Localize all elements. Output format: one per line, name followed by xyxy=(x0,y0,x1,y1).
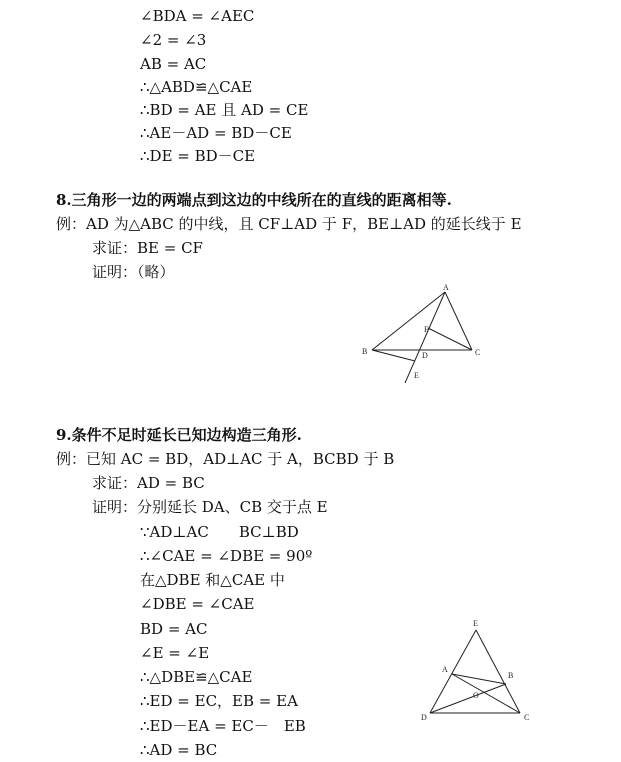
example-text: 例：已知 AC = BD，AD⊥AC 于 A，BCBD 于 B xyxy=(56,450,395,468)
proof-line: ∴△DBE≌△CAE xyxy=(140,668,253,686)
label-a: A xyxy=(443,283,449,292)
proof-line: ∴ED = EC，EB = EA xyxy=(140,692,298,710)
label-b: B xyxy=(508,671,514,680)
label-c: C xyxy=(524,713,530,722)
segment-ab xyxy=(452,674,506,684)
proof-intro: 证明：分别延长 DA、CB 交于点 E xyxy=(92,498,328,516)
segment-bd xyxy=(430,684,506,713)
section-heading: 8.三角形一边的两端点到这边的中线所在的直线的距离相等. xyxy=(56,191,452,209)
label-b: B xyxy=(362,347,368,356)
proof-line: ∴ED－EA = EC－ EB xyxy=(140,717,306,735)
proof-line: ∵AD⊥AC BC⊥BD xyxy=(140,523,299,541)
proof-line: BD = AC xyxy=(140,620,208,638)
example-text: 例：AD 为△ABC 的中线，且 CF⊥AD 于 F，BE⊥AD 的延长线于 E xyxy=(56,215,522,233)
label-c: C xyxy=(475,348,481,357)
label-e: E xyxy=(473,619,478,628)
prove-text: 求证：BE = CF xyxy=(92,239,203,257)
proof-line: ∴∠CAE = ∠DBE = 90º xyxy=(140,547,313,565)
segment-ed xyxy=(430,630,476,713)
segment-ac xyxy=(445,292,472,350)
proof-line: ∴△ABD≌△CAE xyxy=(140,78,253,96)
proof-line: AB = AC xyxy=(140,55,207,73)
prove-text: 求证：AD = BC xyxy=(92,474,205,492)
proof-line: 在△DBE 和△CAE 中 xyxy=(140,571,285,589)
proof-line: ∠2 = ∠3 xyxy=(140,31,207,49)
proof-line: ∠BDA = ∠AEC xyxy=(140,7,255,25)
proof-line: ∠DBE = ∠CAE xyxy=(140,595,255,613)
label-d: D xyxy=(421,713,427,722)
segment-ec xyxy=(476,630,520,713)
label-a: A xyxy=(442,665,448,674)
proof-line: ∴DE = BD－CE xyxy=(140,147,256,165)
median-ad-extended xyxy=(405,292,445,383)
segment-ab xyxy=(372,292,445,350)
segment-cf xyxy=(428,328,472,350)
label-o: O xyxy=(473,691,479,700)
section-heading: 9.条件不足时延长已知边构造三角形. xyxy=(56,426,302,444)
proof-line: ∴AD = BC xyxy=(140,741,218,759)
proof-text: 证明：（略） xyxy=(92,263,175,281)
label-f: F xyxy=(424,325,429,334)
label-e: E xyxy=(414,371,419,380)
segment-ac xyxy=(452,674,520,713)
label-d: D xyxy=(422,351,428,360)
segment-be xyxy=(372,350,415,361)
proof-line: ∠E = ∠E xyxy=(140,644,210,662)
proof-line: ∴AE－AD = BD－CE xyxy=(140,124,292,142)
proof-line: ∴BD = AE 且 AD = CE xyxy=(140,101,309,119)
